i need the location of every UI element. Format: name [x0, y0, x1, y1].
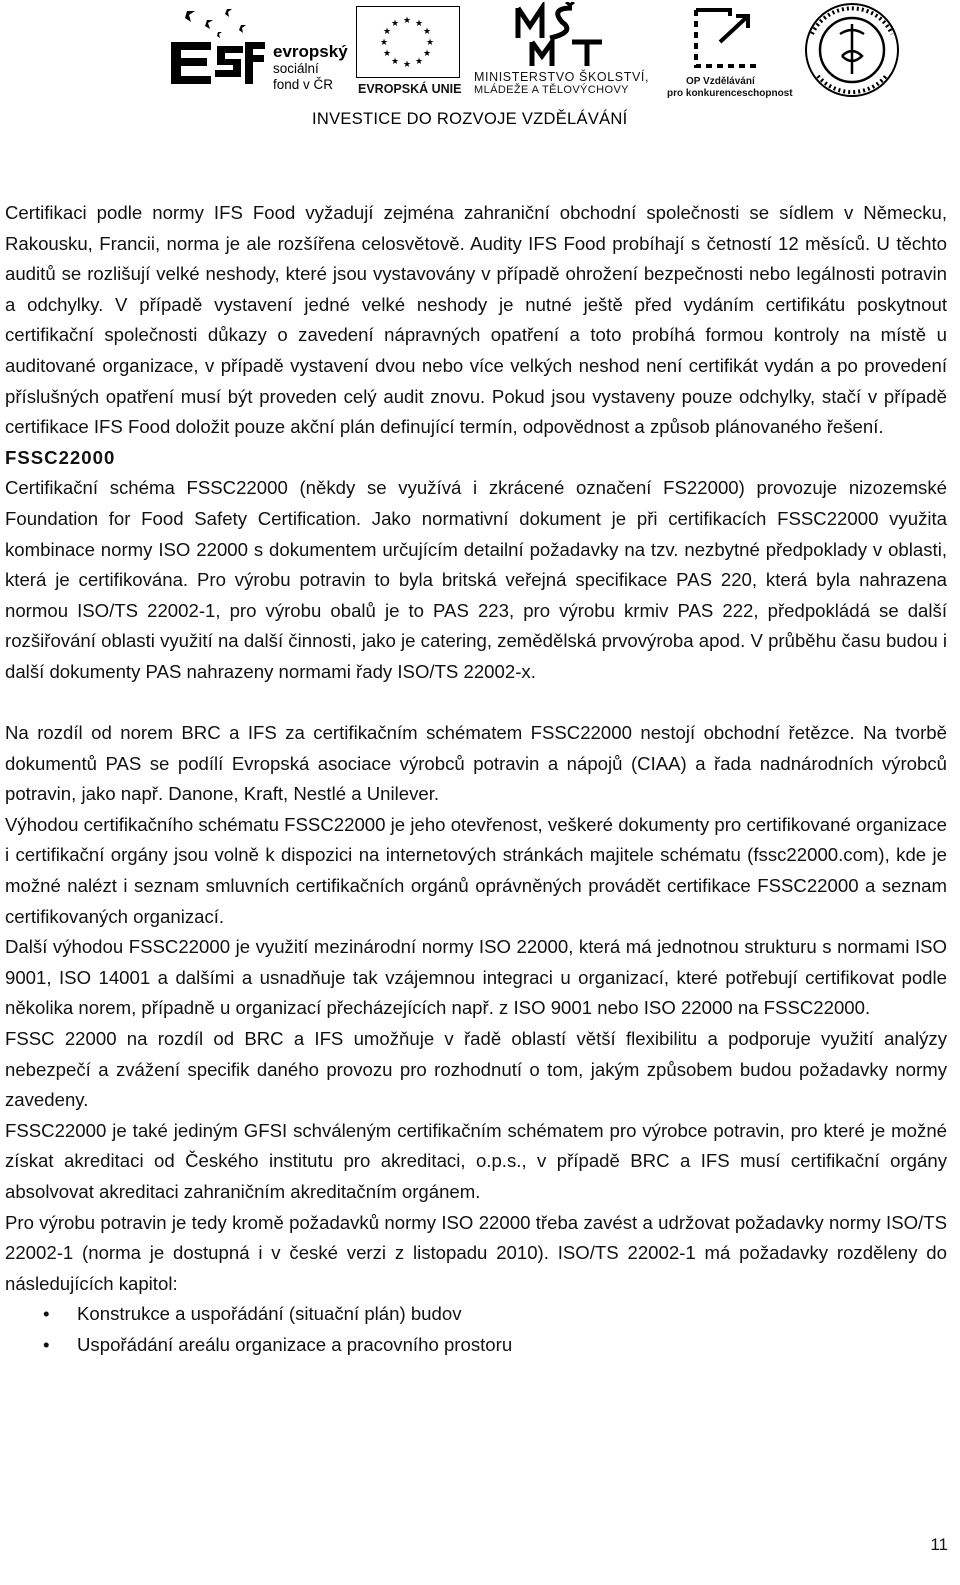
svg-text:★: ★	[402, 60, 412, 70]
paragraph-ifs-audits: Certifikaci podle normy IFS Food vyžadují zejména zahraniční obchodní společnosti se sídlem v Německu, Rakousku, Francii, norma je ale rozšířena celosvětově. Audity IFS Food probíhají s četností 12 měsíců. U těchto auditů se rozlišují velké neshody, které jsou vystavovány v případě ohrožení bezpečnosti nebo legálnosti potravin a odchylky. V případě vystavení jedné velké neshody je nutné ještě před vydáním certifikátu poskytnout certifikační společnosti důkazy o zavedení nápravných opatření a toto probíhá formou kontroly na místě u auditované organizace, v případě vystavení dvou nebo více velkých neshod není certifikát vydán a po provedení příslušných opatření musí být proveden celý audit znovu. Pokud jsou vystaveny pouze odchylky, stačí v případě certifikace IFS Food doložit pouze akční plán definující termín, odpovědnost a způsob plánovaného řešení.	[5, 202, 947, 438]
esf-line1: evropský	[273, 42, 348, 61]
paragraph-requirements: Pro výrobu potravin je tedy kromě požadavků normy ISO 22000 třeba zavést a udržovat požadavky normy ISO/TS 22002-1 (norma je dostupná i v české verzi z listopadu 2010). ISO/TS 22002-1 má požadavky rozděleny do následujících kapitol:	[5, 1211, 947, 1294]
eu-stars-icon	[357, 7, 457, 75]
requirements-list	[5, 1299, 947, 1360]
svg-text:★: ★	[414, 57, 424, 67]
svg-text:★: ★	[414, 19, 424, 29]
svg-text:★: ★	[425, 38, 435, 48]
eu-caption: EVROPSKÁ UNIE	[358, 82, 462, 96]
svg-text:★: ★	[390, 19, 400, 29]
msmt-caption2: MLÁDEŽE A TĚLOVÝCHOVY	[474, 84, 629, 96]
paragraph-flexibility: FSSC 22000 na rozdíl od BRC a IFS umožňuje v řadě oblastí větší flexibilitu a podporuje využití analýzy nebezpečí a zvážení specifik daného provozu pro rozhodnutí o tom, jakým způsobem budou požadavky normy zavedeny.	[5, 1028, 947, 1111]
bullet-icon: •	[43, 1333, 50, 1355]
university-seal-icon	[798, 0, 906, 104]
svg-text:★: ★	[379, 38, 389, 48]
esf-mark-icon	[165, 6, 265, 98]
svg-text:★: ★	[422, 49, 432, 59]
svg-text:★: ★	[422, 27, 432, 37]
svg-text:★: ★	[382, 49, 392, 59]
op-mark-icon	[690, 6, 770, 72]
msmt-logo	[472, 2, 662, 102]
page-number: 11	[930, 1535, 948, 1554]
eu-logo	[356, 6, 466, 98]
svg-text:★: ★	[382, 27, 392, 37]
header-logos	[0, 0, 960, 140]
bullet-icon: •	[43, 1303, 50, 1325]
esf-text	[273, 44, 348, 93]
svg-text:★: ★	[402, 16, 412, 26]
vfu-seal-logo	[798, 0, 908, 104]
paragraph-fssc-advantage: Výhodou certifikačního schématu FSSC22000 je jeho otevřenost, veškeré dokumenty pro certifikované organizace i certifikační orgány jsou volně k dispozici na internetových stránkách majitele schématu (fssc22000.com), kde je možné nalézt i seznam smluvních certifikačních orgánů oprávněných provádět certifikace FSSC22000 a seznam certifikovaných organizací.	[5, 813, 947, 927]
msmt-caption1: MINISTERSTVO ŠKOLSTVÍ,	[474, 70, 650, 84]
paragraph-fssc-scheme: Certifikační schéma FSSC22000 (někdy se využívá i zkrácené označení FS22000) provozuje nizozemské Foundation for Food Safety Certification. Jako normativní dokument je při certifikacích FSSC22000 využita kombinace normy ISO 22000 s dokumentem určujícím detailní požadavky na tzv. nezbytné předpoklady v oblasti, která je certifikována. Pro výrobu potravin to byla britská veřejná specifikace PAS 220, která byla nahrazena normou ISO/TS 22002-1, pro výrobu obalů je to PAS 223, pro výrobu krmiv PAS 222, předpokládá se další rozšiřování oblasti využití na další činnosti, jako je catering, zemědělská prvovýroba apod. V průběhu času budou i další dokumenty PAS nahrazeny normami řady ISO/TS 22002-x.	[5, 477, 947, 682]
main-text	[5, 198, 947, 1361]
esf-line2: sociální	[273, 61, 319, 76]
list-item-text: Uspořádání areálu organizace a pracovního prostoru	[77, 1333, 513, 1355]
investment-tagline: INVESTICE DO ROZVOJE VZDĚLÁVÁNÍ	[312, 110, 628, 128]
msmt-mark-icon	[512, 2, 622, 68]
paragraph-iso22000: Další výhodou FSSC22000 je využití mezinárodní normy ISO 22000, která má jednotnou strukturu s normami ISO 9001, ISO 14001 a dalšími a usnadňuje tak vzájemnou integraci u organizací, které potřebují certifikovat podle několika norem, případně u organizací přecházejících např. z ISO 9001 nebo ISO 22000 na FSSC22000.	[5, 936, 947, 1019]
section-heading-fssc22000: FSSC22000	[5, 446, 116, 468]
list-item-text: Konstrukce a uspořádání (situační plán) budov	[77, 1303, 462, 1325]
list-item	[5, 1299, 947, 1330]
svg-text:★: ★	[390, 57, 400, 67]
op-logo	[662, 6, 792, 98]
esf-logo	[165, 6, 365, 98]
paragraph-brc-ifs-difference: Na rozdíl od norem BRC a IFS za certifikačním schématem FSSC22000 nestojí obchodní řetězce. Na tvorbě dokumentů PAS se podílí Evropská asociace výrobců potravin a nápojů (CIAA) a řada nadnárodních výrobců potravin, jako např. Danone, Kraft, Nestlé a Unilever.	[5, 722, 947, 805]
esf-line3: fond v ČR	[273, 77, 334, 92]
op-caption1: OP Vzdělávání	[686, 76, 755, 87]
paragraph-gfsi: FSSC22000 je také jediným GFSI schváleným certifikačním schématem pro výrobce potravin, pro které je možné získat akreditaci od Českého institutu pro akreditaci, o.p.s., v případě BRC a IFS musí certifikační orgány absolvovat akreditaci zahraničním akreditačním orgánem.	[5, 1119, 947, 1202]
eu-flag	[356, 6, 460, 78]
op-caption2: pro konkurenceschopnost	[667, 88, 793, 99]
list-item	[5, 1330, 947, 1361]
